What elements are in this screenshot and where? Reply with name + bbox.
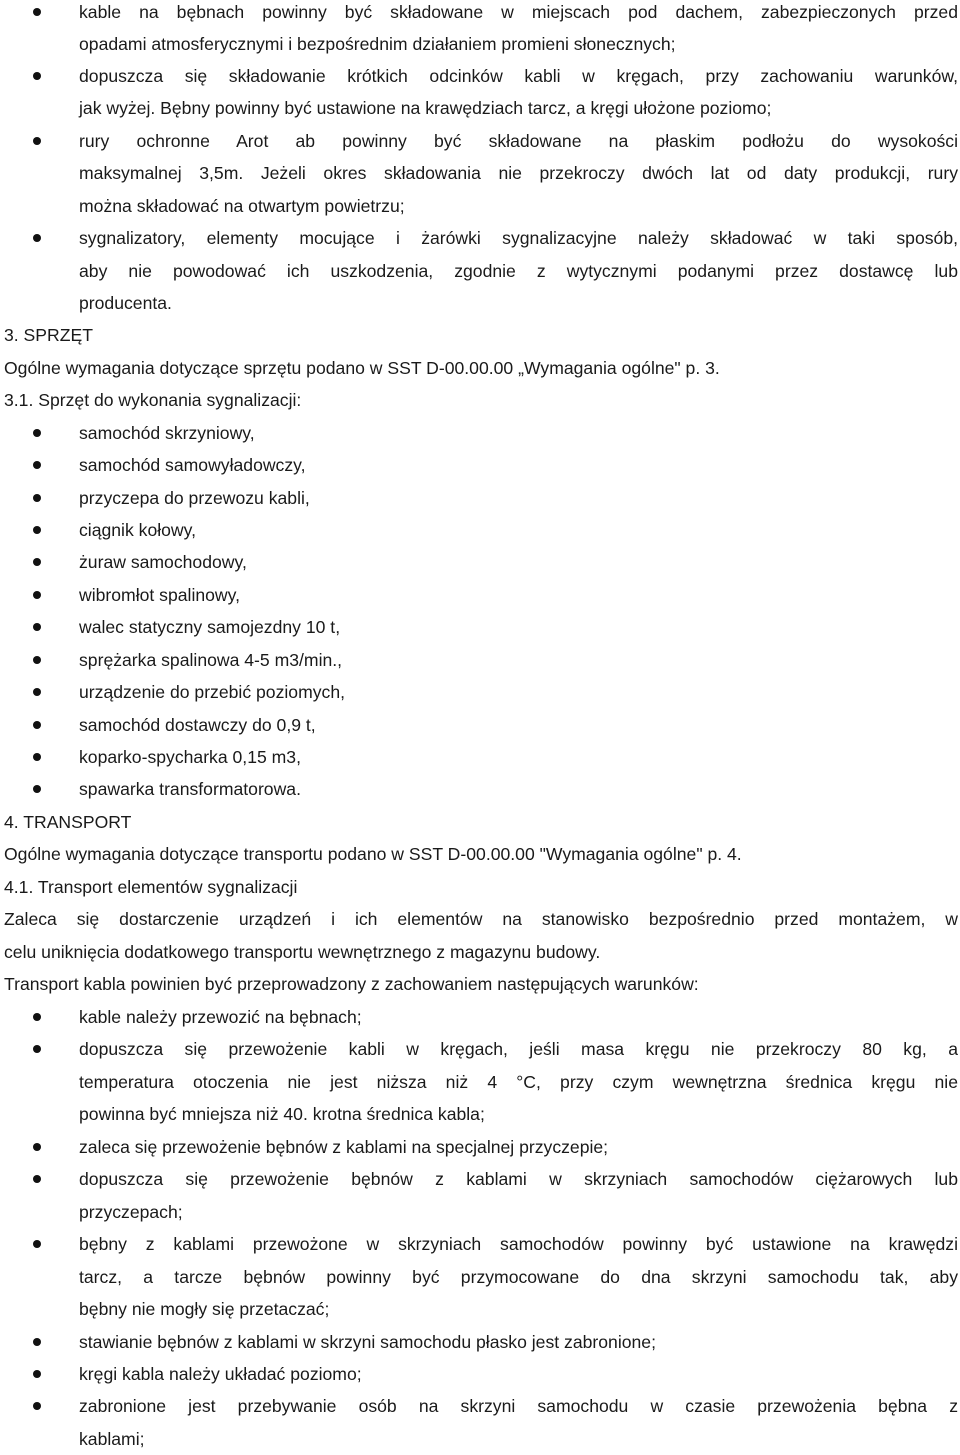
line-text: 3. SPRZĘT: [4, 325, 93, 345]
bullet-icon: [33, 688, 41, 696]
bullet-list-item-line: [0, 125, 960, 157]
paragraph-line: [0, 384, 960, 416]
list-item-continuation-line: [0, 157, 960, 189]
line-text: sprężarka spalinowa 4-5 m3/min.,: [79, 650, 343, 670]
line-text: samochód samowyładowczy,: [79, 455, 306, 475]
line-text: opadami atmosferycznymi i bezpośrednim działaniem promieni słonecznych;: [79, 34, 676, 54]
line-text: przyczepach;: [79, 1202, 183, 1222]
bullet-list-item-line: [0, 579, 960, 611]
paragraph-line: [0, 838, 960, 870]
line-text: wibromłot spalinowy,: [79, 585, 241, 605]
bullet-list-item-line: [0, 514, 960, 546]
line-text: kablami;: [79, 1429, 145, 1449]
line-text: stawianie bębnów z kablami w skrzyni samochodu płasko jest zabronione;: [79, 1332, 656, 1352]
line-text: kręgi kabla należy układać poziomo;: [79, 1364, 362, 1384]
bullet-list-item-line: [0, 482, 960, 514]
paragraph-line: [0, 936, 960, 968]
paragraph-line: [0, 903, 960, 935]
bullet-list-item-line: [0, 1326, 960, 1358]
line-text: aby nie powodować ich uszkodzenia, zgodnie z wytycznymi podanymi przez dostawcę lub: [79, 261, 958, 281]
line-text: powinna być mniejsza niż 40. krotna średnica kabla;: [79, 1104, 485, 1124]
bullet-icon: [33, 234, 41, 242]
bullet-icon: [33, 526, 41, 534]
line-text: ciągnik kołowy,: [79, 520, 197, 540]
list-item-continuation-line: [0, 1423, 960, 1455]
line-text: rury ochronne Arot ab powinny być składowane na płaskim podłożu do wysokości: [79, 131, 958, 151]
line-text: koparko-spycharka 0,15 m3,: [79, 747, 301, 767]
paragraph-line: [0, 352, 960, 384]
paragraph-line: [0, 806, 960, 838]
bullet-icon: [33, 137, 41, 145]
bullet-list-item-line: [0, 1358, 960, 1390]
list-item-continuation-line: [0, 1293, 960, 1325]
line-text: samochód skrzyniowy,: [79, 423, 255, 443]
line-text: tarcz, a tarcze bębnów powinny być przymocowane do dna skrzyni samochodu tak, aby: [79, 1267, 958, 1287]
bullet-icon: [33, 1240, 41, 1248]
bullet-list-item-line: [0, 1228, 960, 1260]
bullet-list-item-line: [0, 741, 960, 773]
list-item-continuation-line: [0, 1098, 960, 1130]
bullet-icon: [33, 785, 41, 793]
bullet-icon: [33, 1402, 41, 1410]
list-item-continuation-line: [0, 28, 960, 60]
line-text: dopuszcza się składowanie krótkich odcinków kabli w kręgach, przy zachowaniu warunków,: [79, 66, 958, 86]
line-text: samochód dostawczy do 0,9 t,: [79, 715, 316, 735]
line-text: kable należy przewozić na bębnach;: [79, 1007, 362, 1027]
bullet-icon: [33, 1338, 41, 1346]
line-text: zaleca się przewożenie bębnów z kablami na specjalnej przyczepie;: [79, 1137, 609, 1157]
line-text: walec statyczny samojezdny 10 t,: [79, 617, 341, 637]
bullet-icon: [33, 1175, 41, 1183]
line-text: zabronione jest przebywanie osób na skrzyni samochodu w czasie przewożenia bębna z: [79, 1396, 958, 1416]
bullet-list-item-line: [0, 1131, 960, 1163]
bullet-icon: [33, 591, 41, 599]
list-item-continuation-line: [0, 1261, 960, 1293]
bullet-list-item-line: [0, 644, 960, 676]
bullet-list-item-line: [0, 222, 960, 254]
bullet-list-item-line: [0, 611, 960, 643]
bullet-icon: [33, 461, 41, 469]
bullet-icon: [33, 753, 41, 761]
line-text: temperatura otoczenia nie jest niższa niż 4 °C, przy czym wewnętrzna średnica kręgu nie: [79, 1072, 958, 1092]
line-text: Ogólne wymagania dotyczące transportu podano w SST D-00.00.00 "Wymagania ogólne" p. 4.: [4, 844, 742, 864]
bullet-icon: [33, 72, 41, 80]
bullet-icon: [33, 1045, 41, 1053]
bullet-icon: [33, 1143, 41, 1151]
bullet-list-item-line: [0, 60, 960, 92]
bullet-list-item-line: [0, 1001, 960, 1033]
paragraph-line: [0, 968, 960, 1000]
line-text: żuraw samochodowy,: [79, 552, 247, 572]
bullet-icon: [33, 656, 41, 664]
list-item-continuation-line: [0, 92, 960, 124]
line-text: dopuszcza się przewożenie kabli w kręgach, jeśli masa kręgu nie przekroczy 80 kg, a: [79, 1039, 958, 1059]
bullet-icon: [33, 429, 41, 437]
line-text: dopuszcza się przewożenie bębnów z kablami w skrzyniach samochodów ciężarowych lub: [79, 1169, 958, 1189]
line-text: 4. TRANSPORT: [4, 812, 132, 832]
list-item-continuation-line: [0, 287, 960, 319]
bullet-list-item-line: [0, 773, 960, 805]
list-item-continuation-line: [0, 190, 960, 222]
bullet-icon: [33, 623, 41, 631]
line-text: 3.1. Sprzęt do wykonania sygnalizacji:: [4, 390, 302, 410]
paragraph-line: [0, 319, 960, 351]
line-text: 4.1. Transport elementów sygnalizacji: [4, 877, 298, 897]
bullet-list-item-line: [0, 417, 960, 449]
line-text: spawarka transformatorowa.: [79, 779, 301, 799]
bullet-list-item-line: [0, 0, 960, 28]
bullet-list-item-line: [0, 1033, 960, 1065]
bullet-list-item-line: [0, 676, 960, 708]
line-text: bębny z kablami przewożone w skrzyniach samochodów powinny być ustawione na krawędzi: [79, 1234, 958, 1254]
line-text: maksymalnej 3,5m. Jeżeli okres składowania nie przekroczy dwóch lat od daty produkcji, rury: [79, 163, 958, 183]
line-text: celu uniknięcia dodatkowego transportu wewnętrznego z magazynu budowy.: [4, 942, 601, 962]
line-text: przyczepa do przewozu kabli,: [79, 488, 310, 508]
line-text: jak wyżej. Bębny powinny być ustawione na krawędziach tarcz, a kręgi ułożone poziomo;: [79, 98, 772, 118]
bullet-list-item-line: [0, 449, 960, 481]
list-item-continuation-line: [0, 255, 960, 287]
line-text: sygnalizatory, elementy mocujące i żarówki sygnalizacyjne należy składować w taki sposób,: [79, 228, 958, 248]
line-text: Ogólne wymagania dotyczące sprzętu podano w SST D-00.00.00 „Wymagania ogólne" p. 3.: [4, 358, 720, 378]
paragraph-line: [0, 871, 960, 903]
bullet-list-item-line: [0, 546, 960, 578]
bullet-list-item-line: [0, 1390, 960, 1422]
bullet-icon: [33, 1013, 41, 1021]
bullet-list-item-line: [0, 709, 960, 741]
bullet-icon: [33, 721, 41, 729]
bullet-list-item-line: [0, 1163, 960, 1195]
bullet-icon: [33, 1370, 41, 1378]
line-text: można składować na otwartym powietrzu;: [79, 196, 405, 216]
bullet-icon: [33, 494, 41, 502]
bullet-icon: [33, 8, 41, 16]
line-text: urządzenie do przebić poziomych,: [79, 682, 346, 702]
line-text: kable na bębnach powinny być składowane w miejscach pod dachem, zabezpieczonych przed: [79, 2, 958, 22]
line-text: producenta.: [79, 293, 172, 313]
list-item-continuation-line: [0, 1066, 960, 1098]
line-text: bębny nie mogły się przetaczać;: [79, 1299, 330, 1319]
line-text: Zaleca się dostarczenie urządzeń i ich elementów na stanowisko bezpośrednio przed montażem, w: [4, 909, 958, 929]
line-text: Transport kabla powinien być przeprowadzony z zachowaniem następujących warunków:: [4, 974, 699, 994]
bullet-icon: [33, 558, 41, 566]
list-item-continuation-line: [0, 1196, 960, 1228]
